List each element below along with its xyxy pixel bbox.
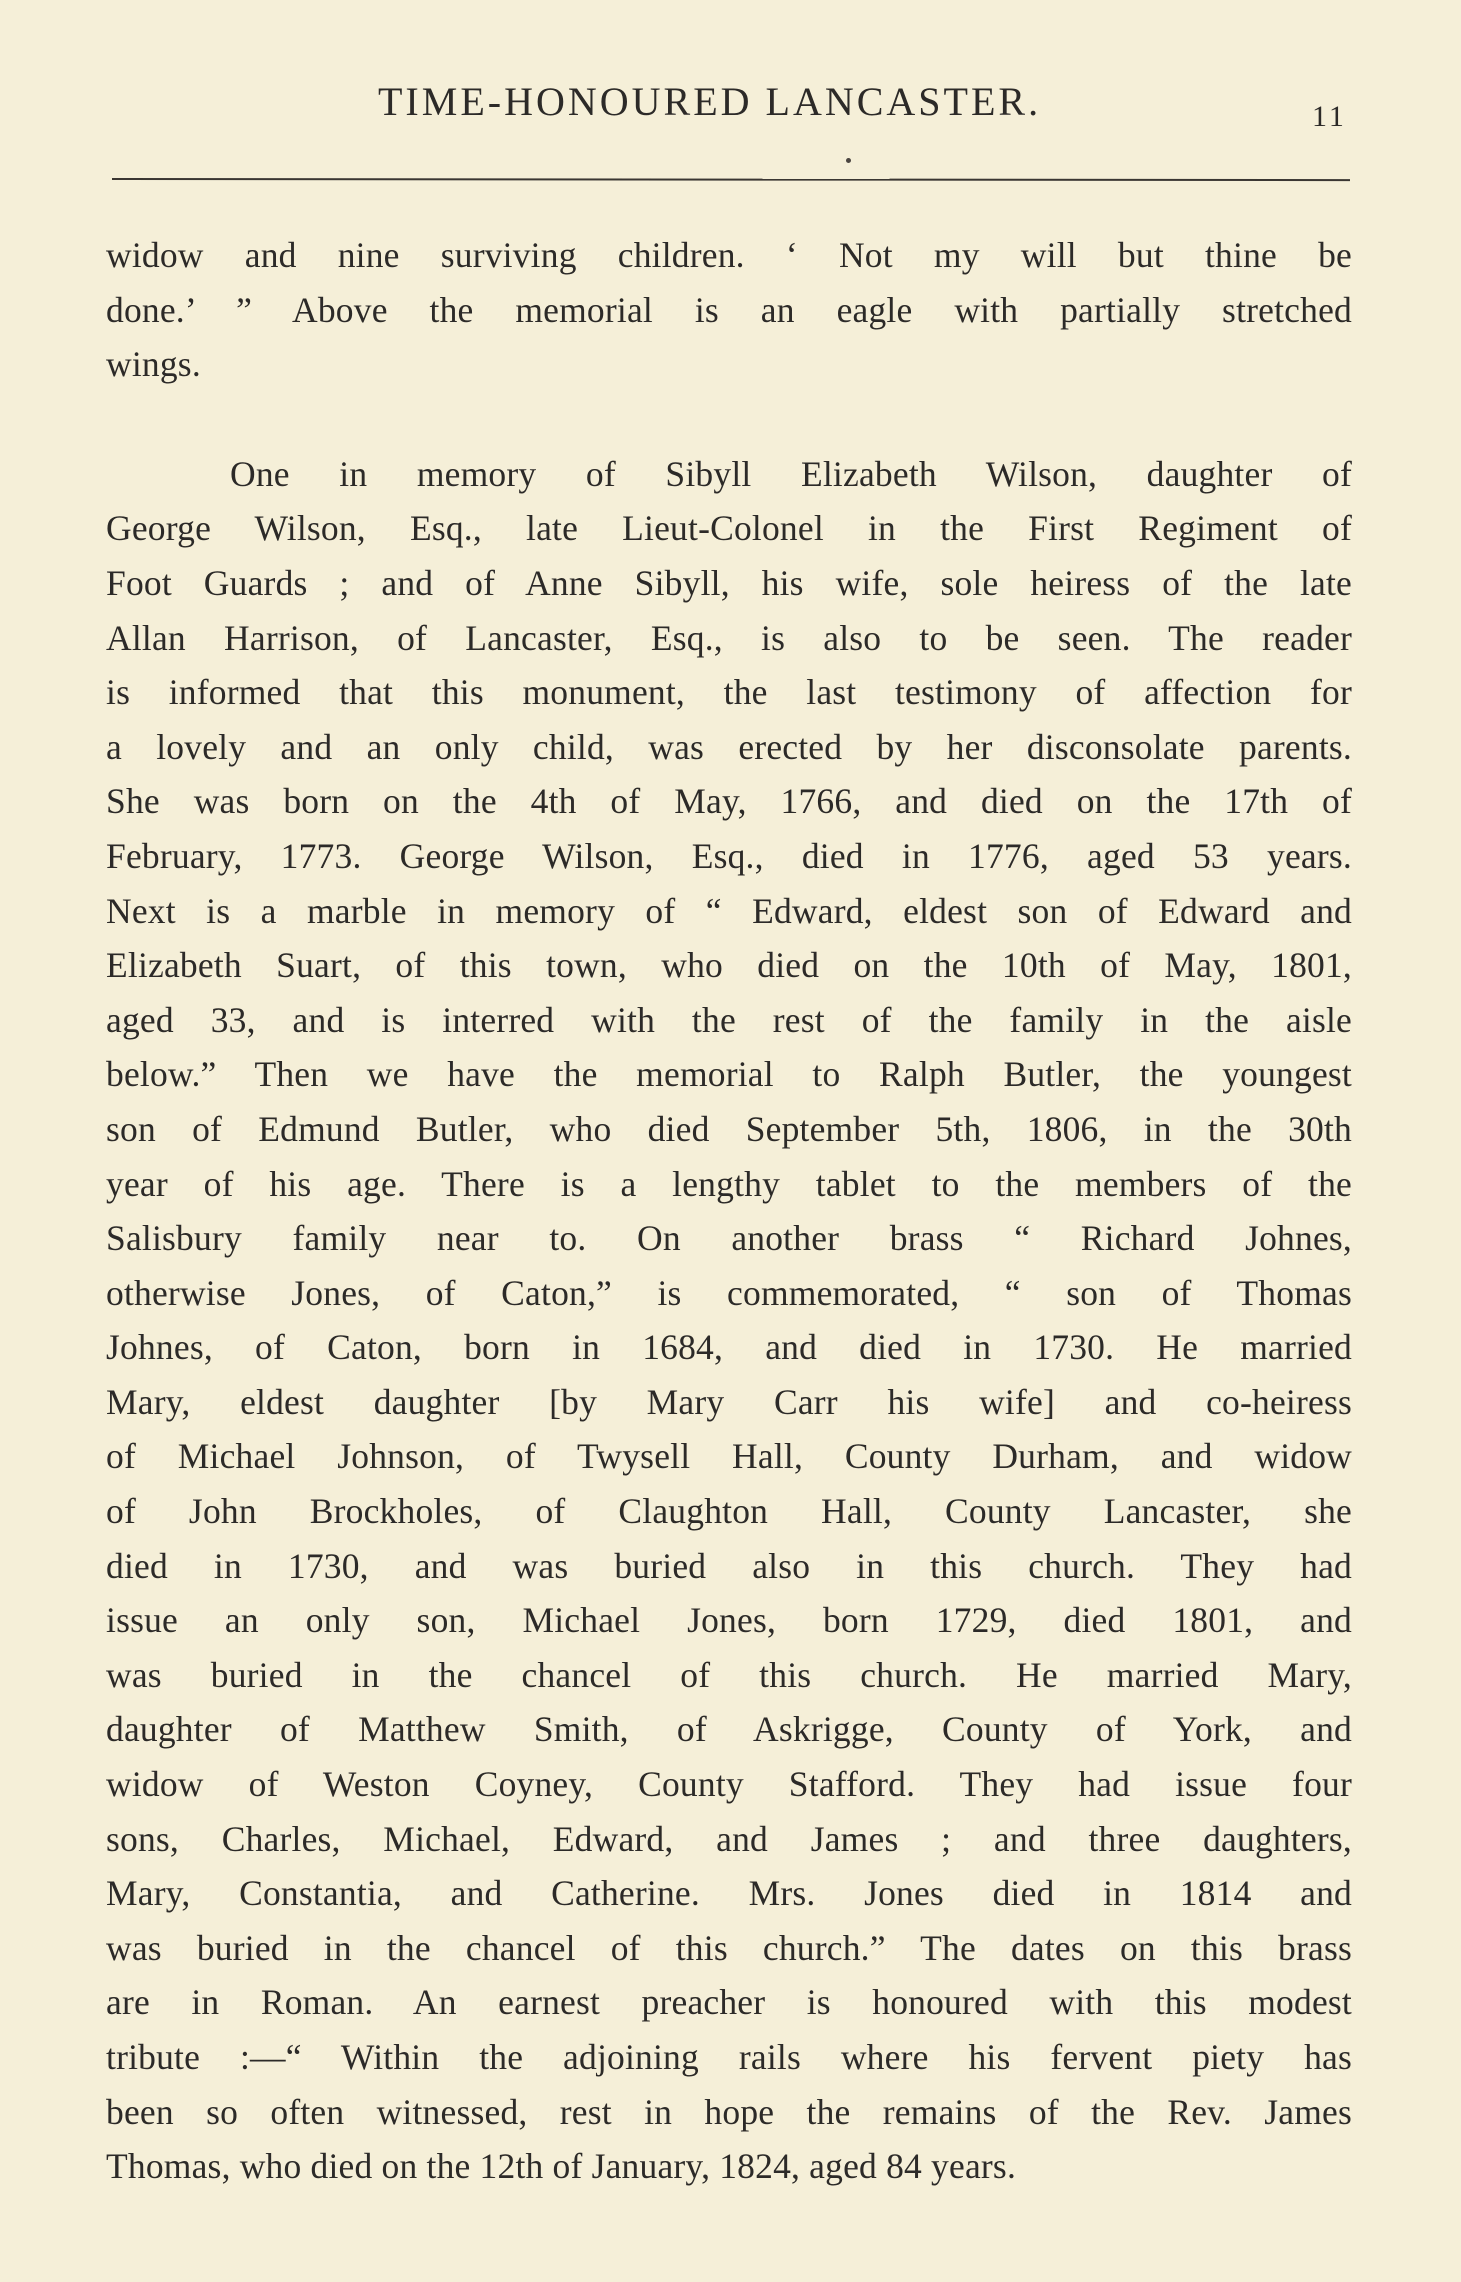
text-line: is informed that this monument, the last testimony of affection for bbox=[106, 672, 1352, 713]
text-line: a lovely and an only child, was erected by her disconsolate parents. bbox=[106, 726, 1352, 767]
body-text bbox=[106, 228, 1352, 2194]
text-line: Thomas, who died on the 12th of January, 1824, aged 84 years. bbox=[106, 2146, 1017, 2187]
text-line: issue an only son, Michael Jones, born 1729, died 1801, and bbox=[106, 1600, 1352, 1641]
text-line: widow of Weston Coyney, County Stafford. They had issue four bbox=[106, 1764, 1352, 1805]
text-line: was buried in the chancel of this church.” The dates on this brass bbox=[106, 1927, 1352, 1968]
text-line: widow and nine surviving children. ‘ Not my will but thine be bbox=[106, 235, 1352, 275]
text-line: of John Brockholes, of Claughton Hall, County Lancaster, she bbox=[106, 1491, 1352, 1532]
header-rule bbox=[112, 178, 1350, 181]
text-line: tribute :—“ Within the adjoining rails where his fervent piety has bbox=[106, 2037, 1352, 2077]
text-line: aged 33, and is interred with the rest of the family in the aisle bbox=[106, 999, 1352, 1040]
text-line: sons, Charles, Michael, Edward, and James ; and three daughters, bbox=[106, 1818, 1352, 1859]
text-line: son of Edmund Butler, who died September 5th, 1806, in the 30th bbox=[106, 1108, 1352, 1149]
page-number: 11 bbox=[1312, 100, 1347, 133]
text-line: died in 1730, and was buried also in this church. They had bbox=[106, 1545, 1352, 1586]
paragraph-gap bbox=[106, 392, 1352, 447]
text-line: Johnes, of Caton, born in 1684, and died in 1730. He married bbox=[106, 1327, 1352, 1368]
text-line: One in memory of Sibyll Elizabeth Wilson, daughter of bbox=[230, 453, 1352, 494]
text-line: done.’ ” Above the memorial is an eagle with partially stretched bbox=[106, 289, 1352, 330]
text-line: Mary, Constantia, and Catherine. Mrs. Jones died in 1814 and bbox=[106, 1873, 1352, 1914]
running-head bbox=[0, 78, 1461, 138]
text-line: Salisbury family near to. On another brass “ Richard Johnes, bbox=[106, 1218, 1352, 1259]
paragraph-2 bbox=[106, 447, 1352, 2194]
running-title: TIME-HONOURED LANCASTER. bbox=[378, 79, 1042, 124]
text-line: Allan Harrison, of Lancaster, Esq., is also to be seen. The reader bbox=[106, 617, 1352, 658]
text-line: below.” Then we have the memorial to Ralph Butler, the youngest bbox=[106, 1054, 1352, 1095]
text-line: George Wilson, Esq., late Lieut-Colonel in the First Regiment of bbox=[106, 508, 1352, 549]
text-line: was buried in the chancel of this church. He married Mary, bbox=[106, 1654, 1352, 1695]
text-line: Mary, eldest daughter [by Mary Carr his wife] and co-heiress bbox=[106, 1381, 1352, 1422]
text-line: February, 1773. George Wilson, Esq., died in 1776, aged 53 years. bbox=[106, 835, 1352, 876]
text-line: been so often witnessed, rest in hope the remains of the Rev. James bbox=[106, 2091, 1352, 2132]
text-line: year of his age. There is a lengthy tablet to the members of the bbox=[106, 1163, 1352, 1204]
ink-speck bbox=[846, 158, 851, 163]
text-line: Next is a marble in memory of “ Edward, eldest son of Edward and bbox=[106, 890, 1352, 931]
text-line: wings. bbox=[106, 344, 201, 385]
text-line: otherwise Jones, of Caton,” is commemorated, “ son of Thomas bbox=[106, 1272, 1352, 1313]
text-line: daughter of Matthew Smith, of Askrigge, County of York, and bbox=[106, 1709, 1352, 1750]
paragraph-1 bbox=[106, 228, 1352, 392]
text-line: She was born on the 4th of May, 1766, and died on the 17th of bbox=[106, 781, 1352, 822]
text-line: Elizabeth Suart, of this town, who died on the 10th of May, 1801, bbox=[106, 945, 1352, 986]
text-line: are in Roman. An earnest preacher is honoured with this modest bbox=[106, 1982, 1352, 2023]
text-line: of Michael Johnson, of Twysell Hall, County Durham, and widow bbox=[106, 1436, 1352, 1477]
text-line: Foot Guards ; and of Anne Sibyll, his wife, sole heiress of the late bbox=[106, 562, 1352, 603]
